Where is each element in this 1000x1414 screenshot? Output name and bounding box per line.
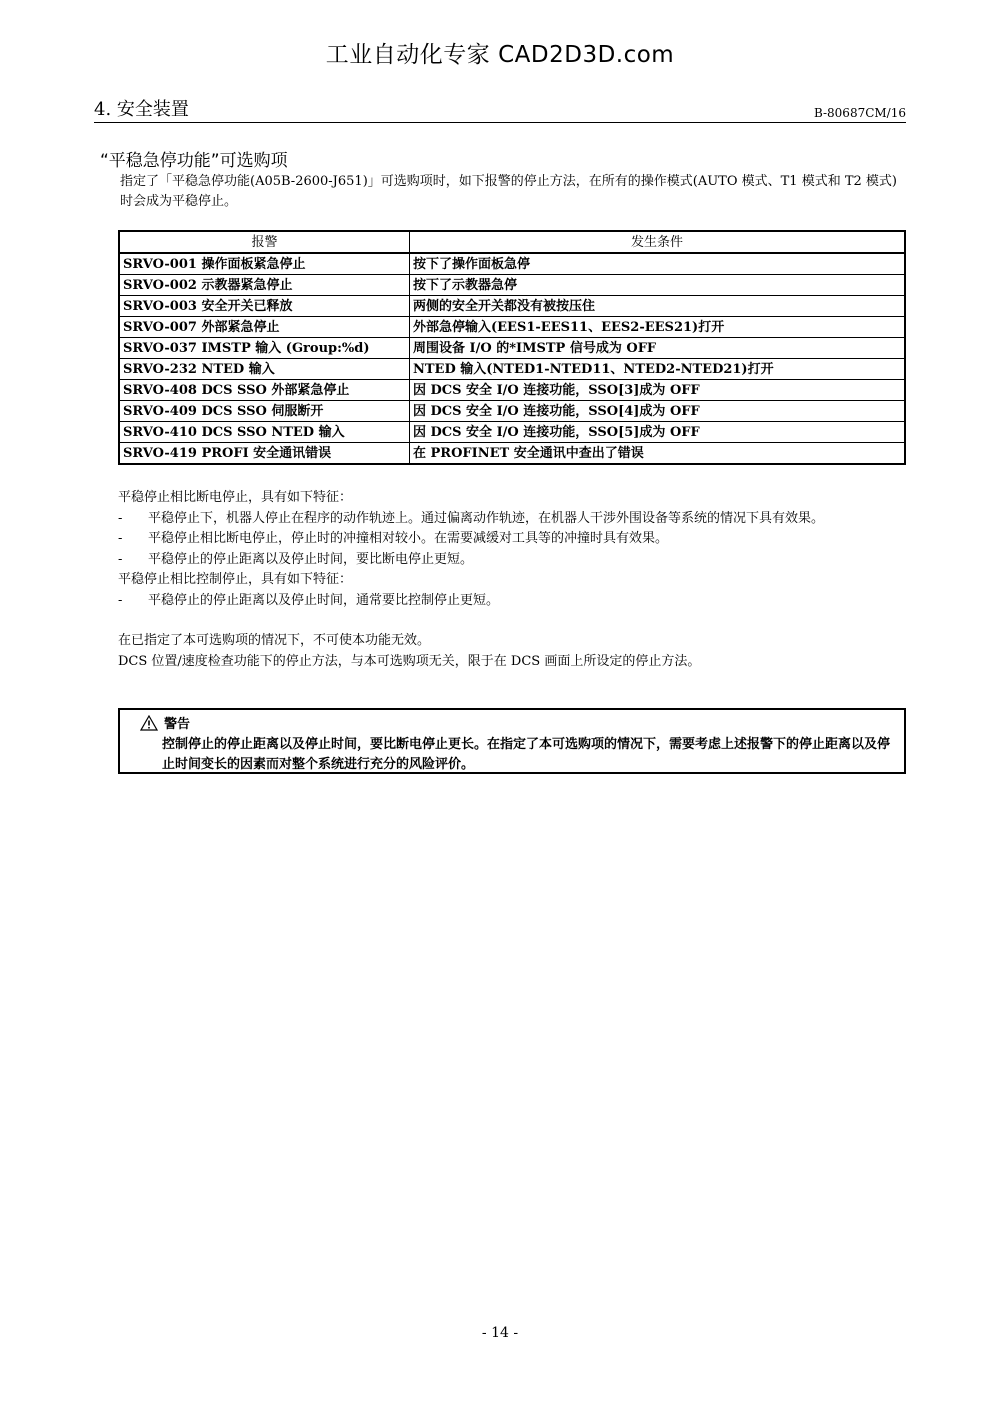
table-row xyxy=(119,443,905,465)
table-row xyxy=(119,422,905,443)
warning-header xyxy=(140,713,190,731)
condition-cell: 因 DCS 安全 I/O 连接功能，SSO[3]成为 OFF xyxy=(410,380,906,401)
condition-cell: 按下了操作面板急停 xyxy=(410,253,906,275)
alarm-cell: SRVO-003 安全开关已释放 xyxy=(119,296,410,317)
warning-triangle-icon xyxy=(140,715,158,731)
condition-cell: 两侧的安全开关都没有被按压住 xyxy=(410,296,906,317)
bullet-text: 平稳停止的停止距离以及停止时间，通常要比控制停止更短。 xyxy=(148,592,500,608)
section-title: 4. 安全装置 xyxy=(94,99,189,120)
watermark-text: 工业自动化专家 CAD2D3D.com xyxy=(325,42,675,68)
condition-cell: 外部急停输入(EES1-EES11、EES2-EES21)打开 xyxy=(410,317,906,338)
table-row xyxy=(119,296,905,317)
bullet-dash: - xyxy=(118,510,123,526)
alarm-cell: SRVO-232 NTED 输入 xyxy=(119,359,410,380)
bullet-text: 平稳停止相比断电停止，停止时的冲撞相对较小。在需要减缓对工具等的冲撞时具有效果。 xyxy=(148,531,669,546)
page-title: “平稳急停功能”可选购项 xyxy=(100,151,288,171)
feature-intro-1: 平稳停止相比断电停止，具有如下特征： xyxy=(118,490,353,505)
document-number: B-80687CM/16 xyxy=(813,106,906,120)
alarm-cell: SRVO-007 外部紧急停止 xyxy=(119,317,410,338)
warning-text: 控制停止的停止距离以及停止时间，要比断电停止更长。在指定了本可选购项的情况下，需要考虑上述报警下的停止距离以及停止时间变长的因素而对整个系统进行充分的风险评价。 xyxy=(162,737,891,772)
warning-box xyxy=(118,708,906,774)
table-row xyxy=(119,338,905,359)
alarm-cell: SRVO-409 DCS SSO 伺服断开 xyxy=(119,401,410,422)
condition-cell: 因 DCS 安全 I/O 连接功能，SSO[5]成为 OFF xyxy=(410,422,906,443)
column-header-alarm: 报警 xyxy=(119,231,410,253)
alarm-cell: SRVO-410 DCS SSO NTED 输入 xyxy=(119,422,410,443)
alarm-cell: SRVO-001 操作面板紧急停止 xyxy=(119,253,410,275)
bullet-item xyxy=(118,529,908,550)
bullet-dash: - xyxy=(118,551,123,567)
table-header-row xyxy=(119,231,905,253)
bullet-text: 平稳停止的停止距离以及停止时间，要比断电停止更短。 xyxy=(148,551,474,567)
warning-label: 警告 xyxy=(164,717,191,732)
table-row xyxy=(119,253,905,275)
table-row xyxy=(119,317,905,338)
alarm-cell: SRVO-419 PROFI 安全通讯错误 xyxy=(119,443,410,465)
condition-cell: 在 PROFINET 安全通讯中查出了错误 xyxy=(410,443,906,465)
condition-cell: NTED 输入(NTED1-NTED11、NTED2-NTED21)打开 xyxy=(410,359,906,380)
alarm-cell: SRVO-037 IMSTP 输入 (Group:%d) xyxy=(119,338,410,359)
alarm-cell: SRVO-002 示教器紧急停止 xyxy=(119,275,410,296)
condition-cell: 按下了示教器急停 xyxy=(410,275,906,296)
page-header xyxy=(94,99,906,123)
bullet-item xyxy=(118,550,908,571)
condition-cell: 周围设备 I/O 的*IMSTP 信号成为 OFF xyxy=(410,338,906,359)
bullet-dash: - xyxy=(118,592,123,608)
table-row xyxy=(119,359,905,380)
intro-paragraph: 指定了「平稳急停功能(A05B-2600-J651)」可选购项时，如下报警的停止方法，在所有的操作模式(AUTO 模式、T1 模式和 T2 模式)时会成为平稳停止。 xyxy=(120,174,897,209)
page-number: - 14 - xyxy=(481,1325,519,1341)
note-paragraph: DCS 位置/速度检查功能下的停止方法，与本可选购项无关，限于在 DCS 画面上所设定的停止方法。 xyxy=(118,653,701,669)
table-row xyxy=(119,380,905,401)
bullet-dash: - xyxy=(118,531,123,546)
alarm-cell: SRVO-408 DCS SSO 外部紧急停止 xyxy=(119,380,410,401)
table-row xyxy=(119,401,905,422)
condition-cell: 因 DCS 安全 I/O 连接功能，SSO[4]成为 OFF xyxy=(410,401,906,422)
bullet-item xyxy=(118,509,908,530)
table-row xyxy=(119,275,905,296)
bullet-item xyxy=(118,591,908,612)
note-paragraph: 在已指定了本可选购项的情况下，不可使本功能无效。 xyxy=(118,633,431,648)
alarm-table xyxy=(118,230,906,465)
body-text xyxy=(118,488,908,672)
bullet-text: 平稳停止下，机器人停止在程序的动作轨迹上。通过偏离动作轨迹，在机器人干涉外围设备等系统的情况下具有效果。 xyxy=(148,510,825,526)
feature-intro-2: 平稳停止相比控制停止，具有如下特征： xyxy=(118,572,353,587)
column-header-condition: 发生条件 xyxy=(410,231,906,253)
